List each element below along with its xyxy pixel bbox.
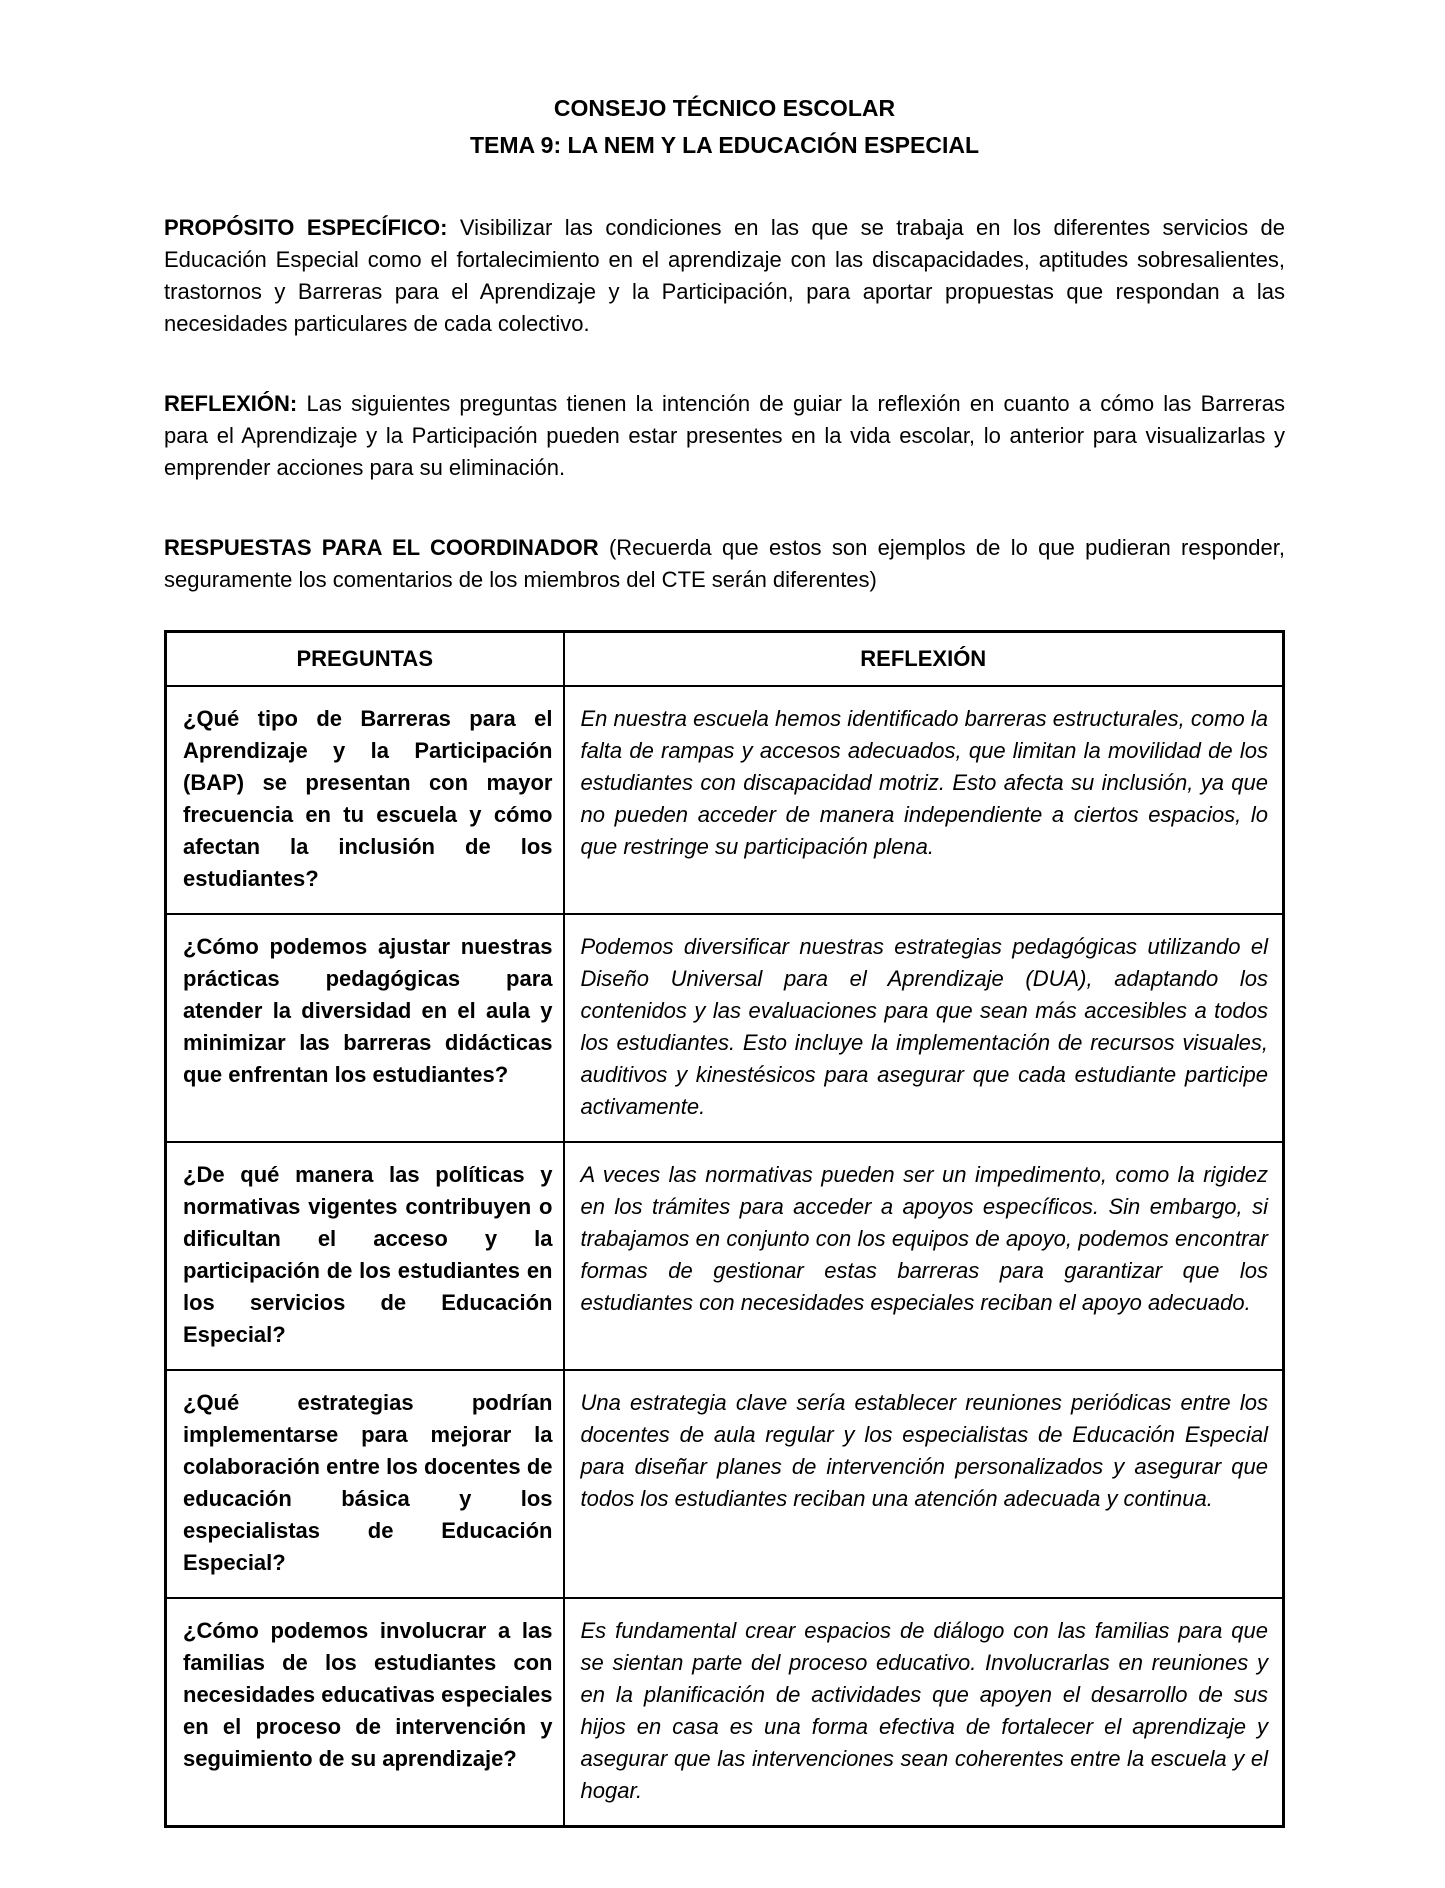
question-cell: ¿Qué estrategias podrían implementarse para mejorar la colaboración entre los docentes de educación básica y los especialistas de Educación Especial? <box>166 1370 564 1598</box>
table-header-row <box>166 632 1284 687</box>
reflexion-paragraph <box>164 388 1285 484</box>
reflexion-label: REFLEXIÓN: <box>164 391 298 416</box>
table-row <box>166 686 1284 914</box>
question-cell: ¿Cómo podemos involucrar a las familias de los estudiantes con necesidades educativas especiales en el proceso de intervención y seguimiento de su aprendizaje? <box>166 1598 564 1827</box>
proposito-label: PROPÓSITO ESPECÍFICO: <box>164 215 448 240</box>
question-cell: ¿Qué tipo de Barreras para el Aprendizaje y la Participación (BAP) se presentan con mayor frecuencia en tu escuela y cómo afectan la inclusión de los estudiantes? <box>166 686 564 914</box>
question-cell: ¿De qué manera las políticas y normativas vigentes contribuyen o dificultan el acceso y la participación de los estudiantes en los servicios de Educación Especial? <box>166 1142 564 1370</box>
document-title <box>164 90 1285 164</box>
doc-title-line-1: CONSEJO TÉCNICO ESCOLAR <box>553 95 896 121</box>
question-cell: ¿Cómo podemos ajustar nuestras prácticas pedagógicas para atender la diversidad en el aula y minimizar las barreras didácticas que enfrentan los estudiantes? <box>166 914 564 1142</box>
qa-table <box>164 630 1285 1828</box>
table-header-preguntas: PREGUNTAS <box>166 632 564 687</box>
reflection-cell: Una estrategia clave sería establecer reuniones periódicas entre los docentes de aula regular y los especialistas de Educación Especial para diseñar planes de intervención personalizados y asegurar que todos los estudiantes reciban una atención adecuada y continua. <box>564 1370 1284 1598</box>
reflection-cell: A veces las normativas pueden ser un impedimento, como la rigidez en los trámites para acceder a apoyos específicos. Sin embargo, si trabajamos en conjunto con los equipos de apoyo, podemos encontrar formas de gestionar estas barreras para garantizar que los estudiantes con necesidades especiales reciban el apoyo adecuado. <box>564 1142 1284 1370</box>
table-row <box>166 1598 1284 1827</box>
doc-title-line-2: TEMA 9: LA NEM Y LA EDUCACIÓN ESPECIAL <box>469 132 980 158</box>
table-row <box>166 914 1284 1142</box>
reflection-cell: En nuestra escuela hemos identificado barreras estructurales, como la falta de rampas y accesos adecuados, que limitan la movilidad de los estudiantes con discapacidad motriz. Esto afecta su inclusión, ya que no pueden acceder de manera independiente a ciertos espacios, lo que restringe su participación plena. <box>564 686 1284 914</box>
proposito-text: Visibilizar las condiciones en las que se trabaja en los diferentes servicios de Educación Especial como el fortalecimiento en el aprendizaje con las discapacidades, aptitudes sobresalientes, trastornos y Barreras para el Aprendizaje y la Participación, para aportar propuestas que respondan a las necesidades particulares de cada colectivo. <box>164 215 1285 336</box>
respuestas-label: RESPUESTAS PARA EL COORDINADOR <box>164 535 599 560</box>
table-header-reflexion: REFLEXIÓN <box>564 632 1284 687</box>
respuestas-text: (Recuerda que estos son ejemplos de lo que pudieran responder, seguramente los comentarios de los miembros del CTE serán diferentes) <box>164 535 1285 592</box>
reflection-cell: Es fundamental crear espacios de diálogo con las familias para que se sientan parte del proceso educativo. Involucrarlas en reuniones y en la planificación de actividades que apoyen el desarrollo de sus hijos en casa es una forma efectiva de fortalecer el aprendizaje y asegurar que las intervenciones sean coherentes entre la escuela y el hogar. <box>564 1598 1284 1827</box>
table-row <box>166 1142 1284 1370</box>
table-row <box>166 1370 1284 1598</box>
reflection-cell: Podemos diversificar nuestras estrategias pedagógicas utilizando el Diseño Universal para el Aprendizaje (DUA), adaptando los contenidos y las evaluaciones para que sean más accesibles a todos los estudiantes. Esto incluye la implementación de recursos visuales, auditivos y kinestésicos para asegurar que cada estudiante participe activamente. <box>564 914 1284 1142</box>
reflexion-text: Las siguientes preguntas tienen la intención de guiar la reflexión en cuanto a cómo las Barreras para el Aprendizaje y la Participación pueden estar presentes en la vida escolar, lo anterior para visualizarlas y emprender acciones para su eliminación. <box>164 391 1285 480</box>
respuestas-paragraph <box>164 532 1285 596</box>
proposito-paragraph <box>164 212 1285 340</box>
